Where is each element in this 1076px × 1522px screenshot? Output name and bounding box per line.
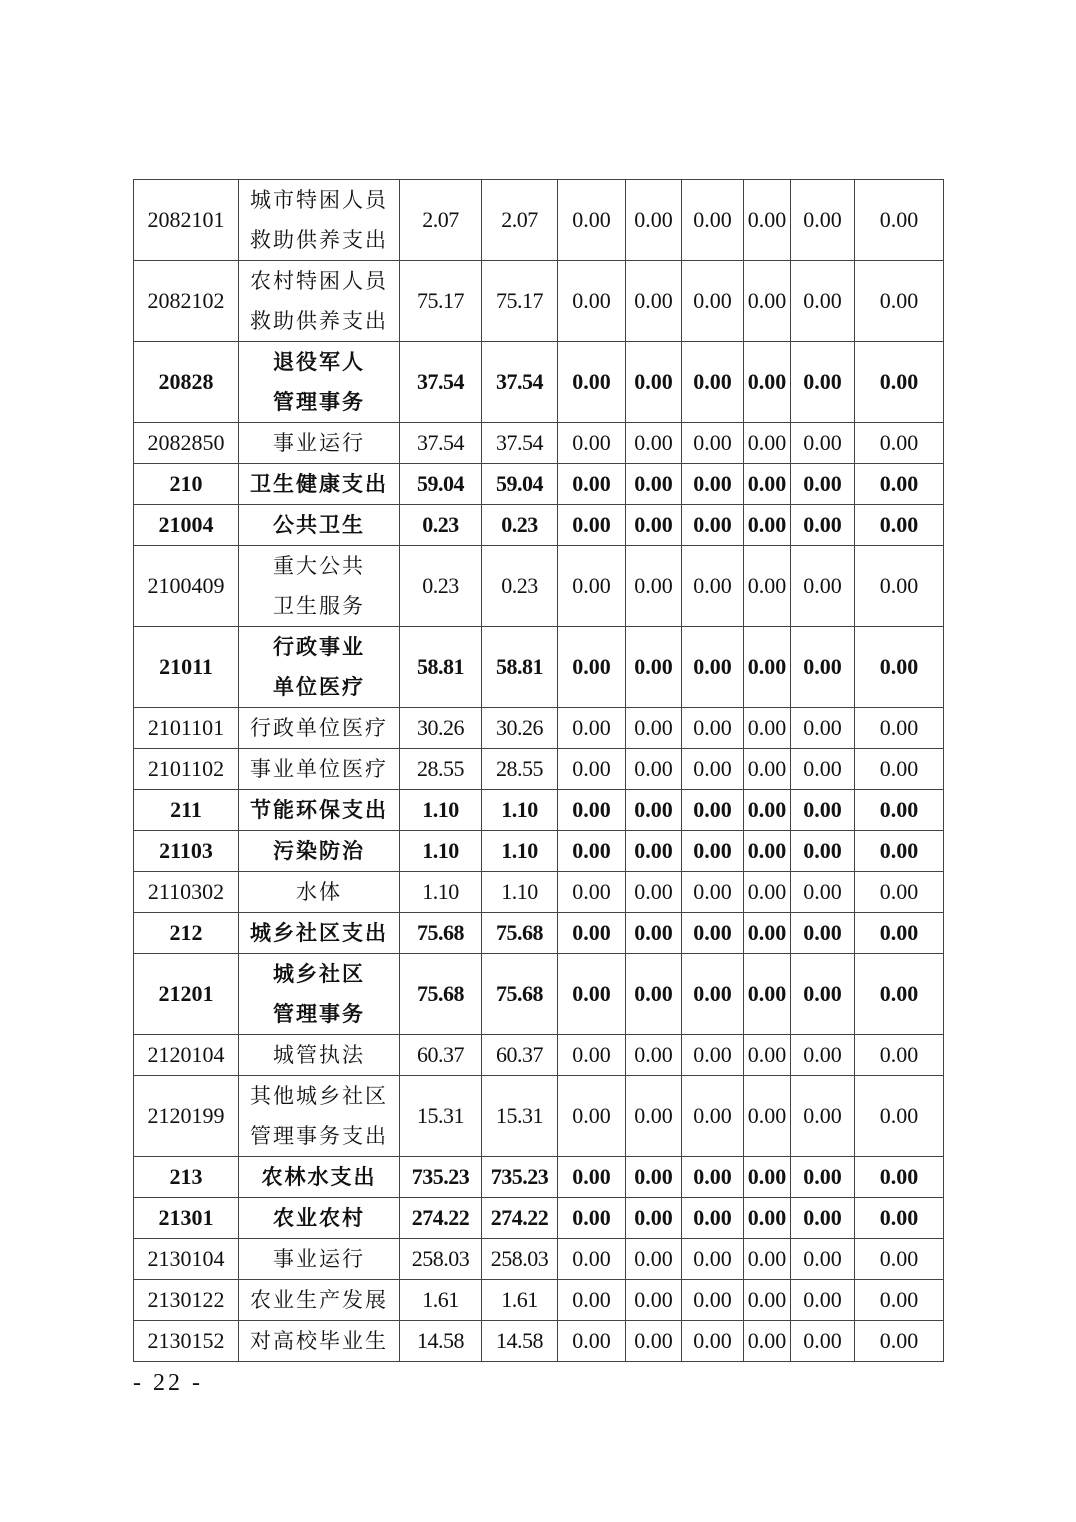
account-code: 2082102 xyxy=(134,261,239,342)
amount-cell: 0.00 xyxy=(744,1035,791,1076)
account-name-line: 农业农村 xyxy=(273,1206,365,1230)
amount-cell: 0.00 xyxy=(855,1198,944,1239)
account-name-line: 重大公共 xyxy=(273,554,365,578)
amount-cell: 59.04 xyxy=(400,464,482,505)
amount-cell: 0.00 xyxy=(791,708,855,749)
account-code: 2082850 xyxy=(134,423,239,464)
amount-cell: 0.00 xyxy=(855,464,944,505)
amount-cell: 0.00 xyxy=(682,261,744,342)
amount-cell: 0.00 xyxy=(626,749,682,790)
account-name xyxy=(239,423,400,464)
amount-cell: 59.04 xyxy=(482,464,558,505)
amount-cell: 0.00 xyxy=(682,180,744,261)
amount-cell: 0.00 xyxy=(791,1076,855,1157)
account-name xyxy=(239,1239,400,1280)
amount-cell: 0.00 xyxy=(744,708,791,749)
page-number: - 22 - xyxy=(133,1370,203,1396)
amount-cell: 735.23 xyxy=(482,1157,558,1198)
amount-cell: 60.37 xyxy=(400,1035,482,1076)
amount-cell: 15.31 xyxy=(400,1076,482,1157)
amount-cell: 58.81 xyxy=(482,627,558,708)
amount-cell: 0.00 xyxy=(744,180,791,261)
amount-cell: 0.00 xyxy=(682,423,744,464)
amount-cell: 0.00 xyxy=(682,1035,744,1076)
account-code: 2082101 xyxy=(134,180,239,261)
account-name xyxy=(239,546,400,627)
amount-cell: 0.00 xyxy=(682,627,744,708)
amount-cell: 1.10 xyxy=(400,831,482,872)
amount-cell: 0.00 xyxy=(791,261,855,342)
account-name-line: 事业运行 xyxy=(273,431,365,455)
amount-cell: 28.55 xyxy=(400,749,482,790)
amount-cell: 37.54 xyxy=(400,423,482,464)
account-name-line: 行政单位医疗 xyxy=(250,716,388,740)
amount-cell: 0.00 xyxy=(791,1280,855,1321)
account-code: 2130152 xyxy=(134,1321,239,1362)
amount-cell: 0.00 xyxy=(855,790,944,831)
amount-cell: 258.03 xyxy=(482,1239,558,1280)
amount-cell: 0.00 xyxy=(682,708,744,749)
table-row xyxy=(134,1157,944,1198)
amount-cell: 0.00 xyxy=(744,1198,791,1239)
account-code: 212 xyxy=(134,913,239,954)
amount-cell: 0.00 xyxy=(558,423,626,464)
amount-cell: 0.00 xyxy=(791,913,855,954)
amount-cell: 0.00 xyxy=(744,627,791,708)
amount-cell: 0.00 xyxy=(626,546,682,627)
account-name xyxy=(239,913,400,954)
account-name-line: 单位医疗 xyxy=(273,675,365,699)
amount-cell: 0.00 xyxy=(558,872,626,913)
amount-cell: 2.07 xyxy=(400,180,482,261)
amount-cell: 0.00 xyxy=(682,1239,744,1280)
amount-cell: 0.00 xyxy=(791,546,855,627)
amount-cell: 0.00 xyxy=(626,1280,682,1321)
table-row xyxy=(134,464,944,505)
amount-cell: 0.00 xyxy=(791,464,855,505)
table-row xyxy=(134,749,944,790)
amount-cell: 0.00 xyxy=(558,1239,626,1280)
amount-cell: 735.23 xyxy=(400,1157,482,1198)
amount-cell: 0.00 xyxy=(744,342,791,423)
amount-cell: 0.00 xyxy=(855,342,944,423)
amount-cell: 0.00 xyxy=(791,423,855,464)
table-row xyxy=(134,1035,944,1076)
account-code: 210 xyxy=(134,464,239,505)
amount-cell: 274.22 xyxy=(482,1198,558,1239)
account-code: 213 xyxy=(134,1157,239,1198)
amount-cell: 0.00 xyxy=(558,627,626,708)
amount-cell: 0.00 xyxy=(855,708,944,749)
amount-cell: 0.00 xyxy=(744,954,791,1035)
amount-cell: 0.00 xyxy=(791,342,855,423)
amount-cell: 0.00 xyxy=(682,831,744,872)
amount-cell: 0.00 xyxy=(558,831,626,872)
amount-cell: 1.10 xyxy=(400,790,482,831)
table-row xyxy=(134,546,944,627)
amount-cell: 0.00 xyxy=(558,1321,626,1362)
amount-cell: 0.00 xyxy=(791,505,855,546)
amount-cell: 0.00 xyxy=(558,749,626,790)
amount-cell: 0.00 xyxy=(626,1239,682,1280)
amount-cell: 0.00 xyxy=(682,913,744,954)
amount-cell: 0.00 xyxy=(558,546,626,627)
amount-cell: 0.00 xyxy=(558,464,626,505)
amount-cell: 0.00 xyxy=(744,872,791,913)
amount-cell: 75.17 xyxy=(482,261,558,342)
account-name xyxy=(239,1321,400,1362)
account-name xyxy=(239,708,400,749)
amount-cell: 0.00 xyxy=(744,464,791,505)
account-name-line: 退役军人 xyxy=(273,350,365,374)
amount-cell: 75.68 xyxy=(400,954,482,1035)
amount-cell: 75.17 xyxy=(400,261,482,342)
budget-table xyxy=(133,179,944,1362)
amount-cell: 0.00 xyxy=(626,180,682,261)
amount-cell: 0.00 xyxy=(626,505,682,546)
account-code: 2120199 xyxy=(134,1076,239,1157)
amount-cell: 14.58 xyxy=(400,1321,482,1362)
amount-cell: 0.00 xyxy=(682,954,744,1035)
table-row xyxy=(134,1280,944,1321)
account-code: 2120104 xyxy=(134,1035,239,1076)
table-row xyxy=(134,790,944,831)
amount-cell: 0.00 xyxy=(682,1321,744,1362)
budget-table-wrapper xyxy=(133,179,943,1362)
amount-cell: 0.00 xyxy=(744,1076,791,1157)
amount-cell: 0.00 xyxy=(682,1076,744,1157)
amount-cell: 0.00 xyxy=(744,505,791,546)
account-code: 21301 xyxy=(134,1198,239,1239)
account-name-line: 节能环保支出 xyxy=(250,798,388,822)
account-name-line: 农业生产发展 xyxy=(250,1288,388,1312)
account-name xyxy=(239,831,400,872)
amount-cell: 0.00 xyxy=(682,342,744,423)
table-row xyxy=(134,872,944,913)
account-name-line: 卫生健康支出 xyxy=(250,472,388,496)
amount-cell: 14.58 xyxy=(482,1321,558,1362)
amount-cell: 0.00 xyxy=(791,1198,855,1239)
account-name-line: 管理事务 xyxy=(273,1002,365,1026)
account-name-line: 城市特困人员 xyxy=(250,188,388,212)
amount-cell: 58.81 xyxy=(400,627,482,708)
amount-cell: 0.00 xyxy=(791,1157,855,1198)
amount-cell: 0.00 xyxy=(791,627,855,708)
account-name-line: 行政事业 xyxy=(273,635,365,659)
amount-cell: 0.23 xyxy=(400,546,482,627)
amount-cell: 0.00 xyxy=(626,954,682,1035)
account-code: 2101101 xyxy=(134,708,239,749)
amount-cell: 0.00 xyxy=(791,749,855,790)
account-code: 20828 xyxy=(134,342,239,423)
account-name-line: 污染防治 xyxy=(273,839,365,863)
amount-cell: 0.00 xyxy=(855,1076,944,1157)
amount-cell: 0.00 xyxy=(744,546,791,627)
account-name-line: 救助供养支出 xyxy=(250,228,388,252)
account-code: 21004 xyxy=(134,505,239,546)
amount-cell: 0.00 xyxy=(558,1198,626,1239)
amount-cell: 0.23 xyxy=(400,505,482,546)
amount-cell: 2.07 xyxy=(482,180,558,261)
amount-cell: 0.00 xyxy=(791,180,855,261)
amount-cell: 30.26 xyxy=(482,708,558,749)
amount-cell: 37.54 xyxy=(400,342,482,423)
amount-cell: 0.00 xyxy=(791,1035,855,1076)
amount-cell: 0.00 xyxy=(855,1035,944,1076)
amount-cell: 15.31 xyxy=(482,1076,558,1157)
amount-cell: 0.00 xyxy=(791,831,855,872)
amount-cell: 0.00 xyxy=(682,872,744,913)
account-name xyxy=(239,954,400,1035)
account-name xyxy=(239,342,400,423)
amount-cell: 0.00 xyxy=(791,1239,855,1280)
amount-cell: 0.00 xyxy=(626,627,682,708)
account-code: 2100409 xyxy=(134,546,239,627)
amount-cell: 0.00 xyxy=(744,423,791,464)
account-name-line: 城乡社区 xyxy=(273,962,365,986)
amount-cell: 0.00 xyxy=(682,1157,744,1198)
amount-cell: 0.00 xyxy=(744,790,791,831)
account-name-line: 管理事务 xyxy=(273,390,365,414)
amount-cell: 0.00 xyxy=(626,261,682,342)
account-name xyxy=(239,261,400,342)
amount-cell: 0.00 xyxy=(558,1157,626,1198)
amount-cell: 0.00 xyxy=(626,1198,682,1239)
amount-cell: 0.00 xyxy=(558,954,626,1035)
amount-cell: 0.00 xyxy=(558,1280,626,1321)
account-code: 2101102 xyxy=(134,749,239,790)
account-name-line: 对高校毕业生 xyxy=(250,1329,388,1353)
amount-cell: 0.00 xyxy=(855,954,944,1035)
amount-cell: 1.10 xyxy=(400,872,482,913)
amount-cell: 60.37 xyxy=(482,1035,558,1076)
amount-cell: 0.00 xyxy=(682,1280,744,1321)
account-name xyxy=(239,790,400,831)
account-name-line: 卫生服务 xyxy=(273,594,365,618)
amount-cell: 0.00 xyxy=(855,749,944,790)
account-name-line: 城管执法 xyxy=(273,1043,365,1067)
table-row xyxy=(134,261,944,342)
amount-cell: 1.10 xyxy=(482,790,558,831)
account-name xyxy=(239,1198,400,1239)
amount-cell: 0.00 xyxy=(744,1321,791,1362)
account-code: 2130104 xyxy=(134,1239,239,1280)
amount-cell: 0.00 xyxy=(791,954,855,1035)
account-name xyxy=(239,1157,400,1198)
amount-cell: 0.00 xyxy=(744,913,791,954)
amount-cell: 0.00 xyxy=(558,913,626,954)
amount-cell: 0.00 xyxy=(855,180,944,261)
amount-cell: 0.00 xyxy=(855,546,944,627)
amount-cell: 0.00 xyxy=(626,913,682,954)
table-row xyxy=(134,708,944,749)
table-row xyxy=(134,423,944,464)
account-name xyxy=(239,505,400,546)
account-name-line: 其他城乡社区 xyxy=(250,1084,388,1108)
table-row xyxy=(134,1198,944,1239)
amount-cell: 0.00 xyxy=(558,1076,626,1157)
account-name xyxy=(239,464,400,505)
account-name-line: 救助供养支出 xyxy=(250,309,388,333)
account-code: 21103 xyxy=(134,831,239,872)
amount-cell: 0.00 xyxy=(558,261,626,342)
amount-cell: 274.22 xyxy=(400,1198,482,1239)
amount-cell: 0.00 xyxy=(626,708,682,749)
amount-cell: 0.00 xyxy=(626,1157,682,1198)
amount-cell: 0.00 xyxy=(682,749,744,790)
account-code: 21011 xyxy=(134,627,239,708)
table-row xyxy=(134,342,944,423)
account-name xyxy=(239,180,400,261)
account-name-line: 公共卫生 xyxy=(273,513,365,537)
amount-cell: 0.00 xyxy=(744,1157,791,1198)
amount-cell: 0.00 xyxy=(626,872,682,913)
account-name xyxy=(239,1280,400,1321)
amount-cell: 0.00 xyxy=(744,261,791,342)
account-name xyxy=(239,1076,400,1157)
amount-cell: 1.61 xyxy=(400,1280,482,1321)
amount-cell: 0.00 xyxy=(682,1198,744,1239)
table-body xyxy=(134,180,944,1362)
table-row xyxy=(134,1239,944,1280)
amount-cell: 0.00 xyxy=(682,505,744,546)
amount-cell: 0.00 xyxy=(558,342,626,423)
table-row xyxy=(134,1321,944,1362)
amount-cell: 258.03 xyxy=(400,1239,482,1280)
amount-cell: 0.00 xyxy=(855,1157,944,1198)
account-name-line: 农林水支出 xyxy=(261,1165,377,1189)
account-name xyxy=(239,1035,400,1076)
amount-cell: 0.00 xyxy=(682,546,744,627)
amount-cell: 0.00 xyxy=(855,627,944,708)
amount-cell: 0.23 xyxy=(482,546,558,627)
amount-cell: 0.00 xyxy=(855,913,944,954)
table-row xyxy=(134,913,944,954)
amount-cell: 1.61 xyxy=(482,1280,558,1321)
table-row xyxy=(134,180,944,261)
table-row xyxy=(134,831,944,872)
table-row xyxy=(134,627,944,708)
amount-cell: 0.00 xyxy=(558,708,626,749)
amount-cell: 0.00 xyxy=(791,790,855,831)
amount-cell: 37.54 xyxy=(482,342,558,423)
account-name-line: 水体 xyxy=(296,880,342,904)
amount-cell: 0.00 xyxy=(855,1321,944,1362)
amount-cell: 37.54 xyxy=(482,423,558,464)
account-name-line: 农村特困人员 xyxy=(250,269,388,293)
amount-cell: 0.00 xyxy=(682,464,744,505)
amount-cell: 75.68 xyxy=(482,954,558,1035)
account-code: 211 xyxy=(134,790,239,831)
amount-cell: 0.00 xyxy=(626,790,682,831)
amount-cell: 0.00 xyxy=(626,464,682,505)
amount-cell: 0.00 xyxy=(855,505,944,546)
amount-cell: 0.00 xyxy=(626,831,682,872)
table-row xyxy=(134,505,944,546)
amount-cell: 1.10 xyxy=(482,831,558,872)
amount-cell: 0.00 xyxy=(626,1035,682,1076)
amount-cell: 0.00 xyxy=(626,1076,682,1157)
amount-cell: 0.00 xyxy=(791,1321,855,1362)
amount-cell: 75.68 xyxy=(400,913,482,954)
account-code: 2110302 xyxy=(134,872,239,913)
amount-cell: 0.00 xyxy=(744,1239,791,1280)
account-name-line: 城乡社区支出 xyxy=(250,921,388,945)
account-name-line: 事业运行 xyxy=(273,1247,365,1271)
amount-cell: 0.00 xyxy=(744,1280,791,1321)
table-row xyxy=(134,1076,944,1157)
amount-cell: 28.55 xyxy=(482,749,558,790)
amount-cell: 0.00 xyxy=(855,261,944,342)
amount-cell: 0.00 xyxy=(855,872,944,913)
table-row xyxy=(134,954,944,1035)
account-name xyxy=(239,627,400,708)
account-name xyxy=(239,872,400,913)
amount-cell: 0.00 xyxy=(682,790,744,831)
account-name-line: 事业单位医疗 xyxy=(250,757,388,781)
amount-cell: 0.00 xyxy=(558,505,626,546)
amount-cell: 0.00 xyxy=(855,831,944,872)
amount-cell: 0.00 xyxy=(855,1239,944,1280)
amount-cell: 0.00 xyxy=(744,749,791,790)
amount-cell: 0.00 xyxy=(791,872,855,913)
amount-cell: 1.10 xyxy=(482,872,558,913)
account-code: 2130122 xyxy=(134,1280,239,1321)
account-code: 21201 xyxy=(134,954,239,1035)
amount-cell: 0.00 xyxy=(558,180,626,261)
account-name xyxy=(239,749,400,790)
account-name-line: 管理事务支出 xyxy=(250,1124,388,1148)
amount-cell: 30.26 xyxy=(400,708,482,749)
amount-cell: 0.00 xyxy=(855,1280,944,1321)
amount-cell: 0.00 xyxy=(558,1035,626,1076)
amount-cell: 0.00 xyxy=(626,1321,682,1362)
amount-cell: 0.23 xyxy=(482,505,558,546)
amount-cell: 0.00 xyxy=(626,423,682,464)
amount-cell: 75.68 xyxy=(482,913,558,954)
amount-cell: 0.00 xyxy=(626,342,682,423)
amount-cell: 0.00 xyxy=(744,831,791,872)
amount-cell: 0.00 xyxy=(855,423,944,464)
amount-cell: 0.00 xyxy=(558,790,626,831)
